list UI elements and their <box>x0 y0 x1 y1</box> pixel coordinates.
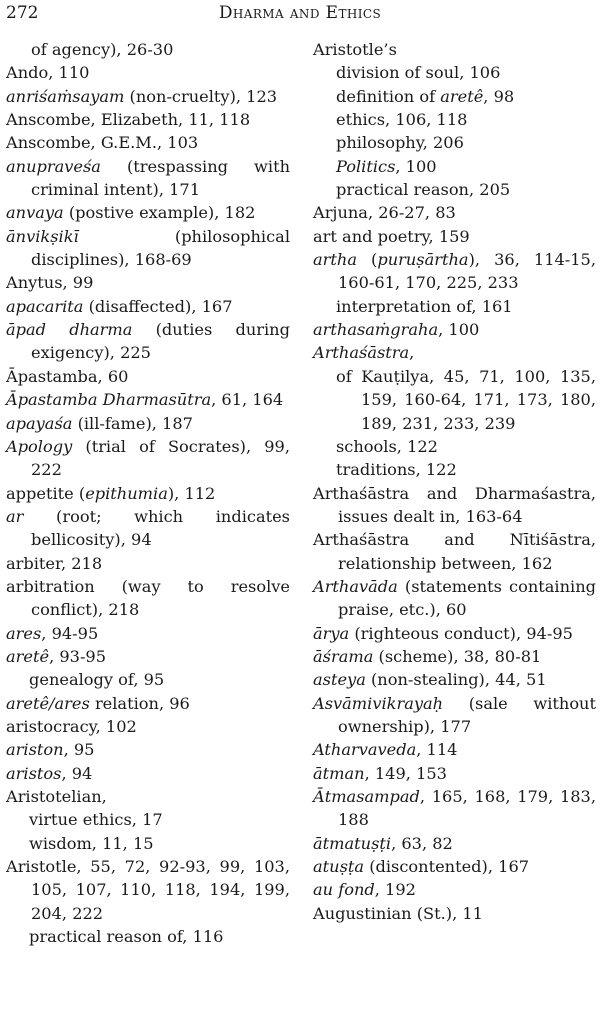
index-text: (duties during exigency), 225 <box>31 320 290 363</box>
index-entry <box>6 505 290 552</box>
index-text: art and poetry, 159 <box>313 226 470 246</box>
index-entry <box>313 85 596 108</box>
index-entry <box>6 271 290 294</box>
index-term-italic: au fond <box>313 880 375 900</box>
index-text: Arjuna, 26-27, 83 <box>313 203 456 223</box>
index-term-italic: apayaśa <box>6 413 73 433</box>
index-entry <box>313 832 596 855</box>
index-text: , 100 <box>395 156 437 176</box>
index-text: , 61, 164 <box>211 390 284 410</box>
index-term-italic: aretê <box>440 86 484 106</box>
index-entry <box>6 482 290 505</box>
index-term-italic: Ātmasampad <box>313 787 420 806</box>
index-text: practical reason of, 116 <box>29 927 224 947</box>
index-term-italic: aristos <box>6 763 62 783</box>
index-entry <box>6 668 290 691</box>
index-term-italic: ariston <box>6 740 64 760</box>
index-entry <box>6 855 290 925</box>
index-entry <box>6 155 290 202</box>
index-text: (philosophical disciplines), 168-69 <box>31 226 290 270</box>
index-entry <box>6 832 290 855</box>
index-term-italic: Asvāmivikrayaḥ <box>313 693 444 713</box>
index-text: aristocracy, 102 <box>6 716 137 736</box>
index-entry <box>313 38 596 61</box>
index-entry <box>313 435 596 458</box>
index-entry <box>313 295 596 318</box>
index-text: (discontented), 167 <box>364 857 530 877</box>
index-entry <box>6 785 290 808</box>
index-entry <box>6 622 290 645</box>
index-entry <box>6 435 290 482</box>
index-entry <box>6 388 290 411</box>
index-text: , <box>409 343 415 363</box>
index-entry <box>313 131 596 154</box>
index-text: (statements containing praise, etc.), 60 <box>338 576 596 620</box>
index-text: schools, 122 <box>336 436 438 456</box>
index-entry <box>313 762 596 785</box>
index-entry <box>6 692 290 715</box>
index-entry <box>313 108 596 131</box>
index-column-right <box>313 38 596 925</box>
index-entry <box>6 645 290 668</box>
index-term-italic: anriśaṁsayam <box>6 86 125 106</box>
index-text: Ando, 110 <box>6 63 90 83</box>
index-text: interpretation of, 161 <box>336 296 513 316</box>
index-text: of Kauṭilya, 45, 71, 100, 135, 159, 160-64, 171, 173, 180, 189, 231, 233, 239 <box>336 366 596 433</box>
index-entry <box>6 552 290 575</box>
index-entry <box>313 575 596 622</box>
index-text: , 149, 153 <box>364 763 447 783</box>
index-text: (sale without ownership), 177 <box>338 693 596 736</box>
index-entry <box>6 295 290 318</box>
index-text: (righteous conduct), 94-95 <box>349 623 573 643</box>
index-text: , 100 <box>438 320 480 340</box>
index-text: (non-cruelty), 123 <box>124 86 278 106</box>
index-entry <box>313 902 596 925</box>
index-entry <box>313 248 596 295</box>
index-text: Anscombe, Elizabeth, 11, 118 <box>6 110 251 130</box>
index-term-italic: atuṣṭa <box>313 857 365 877</box>
index-text: appetite ( <box>6 483 86 503</box>
index-entry <box>6 575 290 622</box>
index-term-italic: anvaya <box>6 203 64 223</box>
index-entry <box>313 341 596 364</box>
page-header <box>6 3 594 27</box>
index-entry <box>313 225 596 248</box>
index-entry <box>6 225 290 272</box>
index-entry <box>6 925 290 948</box>
index-term-italic: Apology <box>6 436 73 456</box>
index-entry <box>313 785 596 832</box>
index-entry <box>313 878 596 901</box>
index-text: Āpastamba, 60 <box>6 366 129 386</box>
index-text: ethics, 106, 118 <box>336 110 468 130</box>
index-entry <box>313 692 596 739</box>
index-term-italic: ar <box>6 506 24 526</box>
index-entry <box>6 61 290 84</box>
index-entry <box>313 668 596 691</box>
index-term-italic: puruṣārtha <box>377 250 469 270</box>
index-entry <box>313 201 596 224</box>
index-term-italic: ātman <box>313 763 365 783</box>
index-entry <box>6 85 290 108</box>
index-entry <box>313 855 596 878</box>
index-text: (ill-fame), 187 <box>72 413 193 433</box>
index-text: ), 36, 114-15, 160-61, 170, 225, 233 <box>338 250 597 293</box>
index-entry <box>313 61 596 84</box>
index-term-italic: āpad dharma <box>6 320 133 340</box>
index-text: Arthaśāstra and Dharmaśastra, issues dealt in, 163-64 <box>313 483 596 526</box>
index-term-italic: apacarita <box>6 296 84 316</box>
index-term-italic: artha <box>313 250 357 270</box>
index-entry <box>313 738 596 761</box>
index-text: philosophy, 206 <box>336 133 464 153</box>
index-text: Augustinian (St.), 11 <box>313 903 483 923</box>
index-text: (non-stealing), 44, 51 <box>365 670 547 690</box>
page-number: 272 <box>6 3 39 23</box>
index-entry <box>6 715 290 738</box>
index-text: Aristotle’s <box>313 40 397 59</box>
index-entry <box>6 365 290 388</box>
index-entry <box>6 131 290 154</box>
running-head: Dharma and Ethics <box>218 3 382 23</box>
index-text: , 95 <box>63 740 95 760</box>
index-entry <box>6 38 290 61</box>
index-text: (scheme), 38, 80-81 <box>373 646 542 666</box>
index-term-italic: Arthavāda <box>313 576 398 596</box>
index-text: traditions, 122 <box>336 460 457 480</box>
index-entry <box>313 318 596 341</box>
index-text: ( <box>356 250 378 270</box>
index-text: division of soul, 106 <box>336 63 501 83</box>
index-text: , 98 <box>483 86 515 106</box>
index-entry <box>6 808 290 831</box>
index-term-italic: Āpastamba Dharmasūtra <box>6 390 212 410</box>
index-term-italic: ārya <box>313 623 350 643</box>
index-text: , 165, 168, 179, 183, 188 <box>338 787 596 830</box>
index-text: genealogy of, 95 <box>29 670 165 690</box>
index-entry <box>313 528 596 575</box>
index-text: , 94-95 <box>41 623 99 643</box>
index-term-italic: ares <box>6 623 42 643</box>
index-text: wisdom, 11, 15 <box>29 833 154 853</box>
index-entry <box>6 412 290 435</box>
index-text: , 114 <box>416 740 458 760</box>
index-text: Anytus, 99 <box>6 273 94 293</box>
index-text: arbitration (way to resolve conflict), 218 <box>6 576 290 620</box>
index-text: relation, 96 <box>89 693 190 713</box>
index-entry <box>313 155 596 178</box>
index-entry <box>313 482 596 529</box>
index-entry <box>6 318 290 365</box>
index-term-italic: epithumia <box>85 483 168 503</box>
index-text: (disaffected), 167 <box>83 296 233 316</box>
index-text: virtue ethics, 17 <box>29 810 163 830</box>
index-term-italic: Politics <box>336 156 396 176</box>
index-text: (root; which indicates bellicosity), 94 <box>23 506 290 550</box>
index-text: Arthaśāstra and Nītiśāstra, relationship between, 162 <box>313 530 596 573</box>
index-text: definition of <box>336 86 441 106</box>
index-term-italic: ātmatuṣṭi <box>313 833 392 853</box>
index-text: arbiter, 218 <box>6 553 103 573</box>
index-entry <box>6 108 290 131</box>
index-text: of agency), 26-30 <box>31 40 174 59</box>
index-term-italic: Arthaśāstra <box>313 343 410 363</box>
index-entry <box>313 645 596 668</box>
index-entry <box>313 622 596 645</box>
index-column-left <box>6 38 290 948</box>
index-term-italic: anupraveśa <box>6 156 101 176</box>
index-text: , 63, 82 <box>391 833 453 853</box>
index-text: practical reason, 205 <box>336 180 511 200</box>
index-text: , 94 <box>61 763 93 783</box>
index-text: , 93-95 <box>49 646 107 666</box>
index-text: ), 112 <box>167 483 216 503</box>
index-term-italic: asteya <box>313 670 366 690</box>
index-entry <box>6 201 290 224</box>
index-term-italic: Atharvaveda <box>313 740 417 760</box>
index-term-italic: ānvikṣikī <box>6 226 79 246</box>
index-entry <box>6 762 290 785</box>
index-term-italic: aretê <box>6 646 50 666</box>
index-text: (trial of Socrates), 99, 222 <box>31 436 290 480</box>
index-entry <box>313 178 596 201</box>
index-term-italic: aretê/ares <box>6 693 90 713</box>
index-entry <box>313 458 596 481</box>
index-entry <box>6 738 290 761</box>
index-term-italic: arthasaṁgraha <box>313 320 439 340</box>
index-text: (trespassing with criminal intent), 171 <box>31 156 290 200</box>
index-text: Anscombe, G.E.M., 103 <box>6 133 199 153</box>
index-text: (postive example), 182 <box>63 203 256 223</box>
index-entry <box>313 365 596 435</box>
index-text: Aristotle, 55, 72, 92-93, 99, 103, 105, 107, 110, 118, 194, 199, 204, 222 <box>6 857 290 923</box>
index-text: , 192 <box>374 880 416 900</box>
index-text: Aristotelian, <box>6 787 107 806</box>
index-term-italic: āśrama <box>313 646 374 666</box>
